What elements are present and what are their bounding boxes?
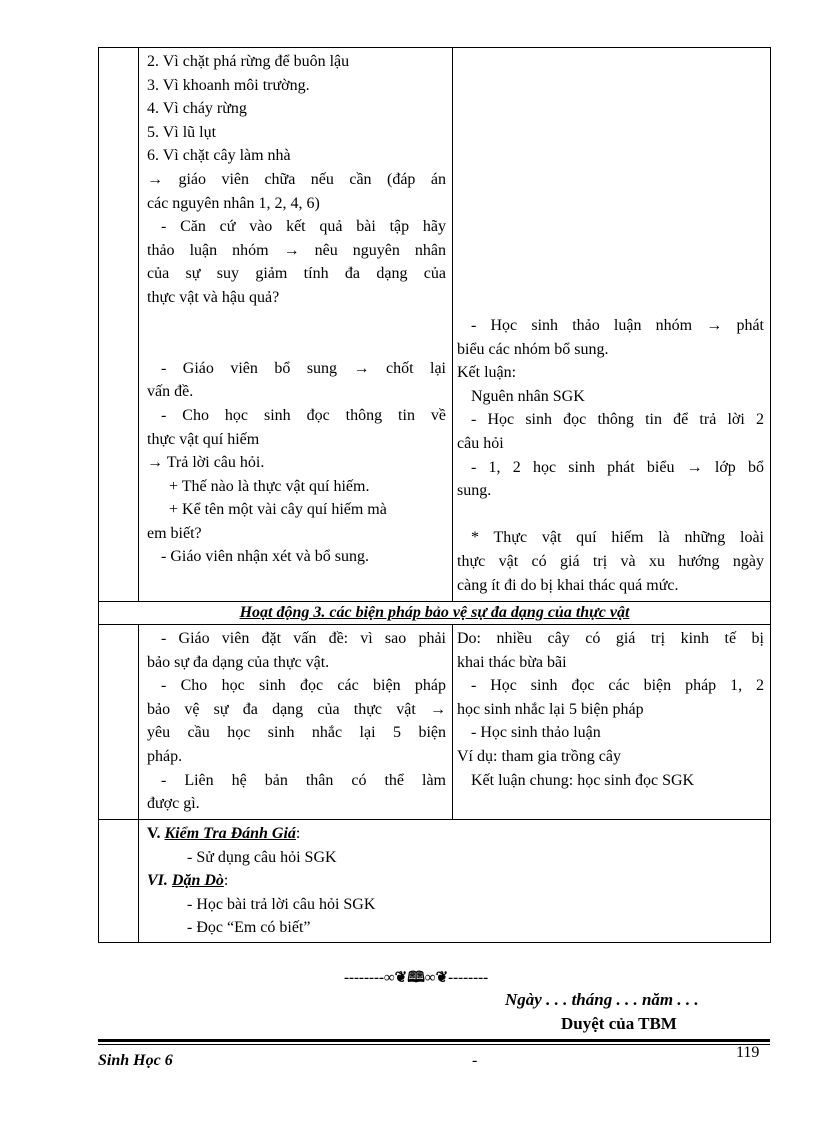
text-line: - Giáo viên bổ sung → chốt lại (161, 359, 446, 377)
text-line: thực vật quí hiếm (147, 430, 260, 448)
text-line: - Liên hệ bản thân có thể làm (161, 771, 446, 789)
section-title: Dặn Dò (171, 872, 224, 890)
text-line: + Kể tên một vài cây quí hiếm mà (169, 501, 387, 519)
spacer (147, 310, 446, 334)
footer-rule-thick (98, 1039, 770, 1042)
text-line: - Cho học sinh đọc thông tin về (161, 406, 446, 424)
student-activity-cell (453, 48, 771, 602)
text-line: sung. (457, 482, 492, 500)
text-line: - Cho học sinh đọc các biện pháp (161, 677, 446, 695)
text-line: - Học sinh thảo luận nhóm → phát (471, 317, 764, 334)
ornament-divider: --------∞❦🕮∞❦-------- (344, 970, 489, 986)
table-row (99, 602, 771, 625)
spacer (457, 503, 764, 527)
section-colon: : (295, 825, 301, 842)
footer-title: Sinh Học 6 (98, 1052, 173, 1069)
text-line: càng ít đi do bị khai thác quá mức. (457, 576, 679, 594)
text-line: của sự suy giảm tính đa dạng của (147, 265, 446, 283)
text-line: Kết luận chung: học sinh đọc SGK (471, 771, 695, 789)
activity-heading (99, 602, 771, 625)
table-row (99, 625, 771, 820)
list-item: - Đọc “Em có biết” (187, 919, 311, 937)
text-line: - Giáo viên đặt vấn đề: vì sao phải (161, 630, 446, 647)
list-item: 2. Vì chặt phá rừng để buôn lậu (147, 53, 350, 70)
teacher-activity-cell (139, 48, 453, 602)
list-item: - Học bài trả lời câu hỏi SGK (187, 895, 376, 913)
index-cell (99, 820, 139, 943)
text-line: thực vật có giá trị và xu hướng ngày (457, 552, 764, 570)
text-line: - Giáo viên nhận xét và bổ sung. (161, 548, 369, 566)
text-line: pháp. (147, 747, 183, 765)
lesson-table (98, 47, 771, 943)
teacher-activity-cell (139, 625, 453, 820)
section-title: Kiểm Tra Đánh Giá (164, 825, 296, 842)
list-item: 3. Vì khoanh môi trường. (147, 76, 310, 94)
list-item: 4. Vì cháy rừng (147, 100, 247, 118)
text-line: - Căn cứ vào kết quả bài tập hãy (161, 218, 446, 236)
text-line: vấn đề. (147, 383, 194, 401)
section-heading (147, 869, 764, 893)
page-number: 119 (736, 1044, 760, 1061)
text-line: yêu cầu học sinh nhắc lại 5 biện (147, 724, 446, 742)
approval-label: Duyệt của TBM (561, 1014, 677, 1033)
text-line: thực vật và hậu quả? (147, 288, 280, 306)
text-line: Nguên nhân SGK (471, 387, 585, 405)
text-line: - Học sinh đọc thông tin để trả lời 2 (471, 411, 764, 429)
spacer (457, 50, 764, 314)
text-line: - 1, 2 học sinh phát biểu → lớp bổ (471, 458, 764, 476)
section-number: VI. (147, 872, 168, 890)
index-cell (99, 625, 139, 820)
text-line: * Thực vật quí hiếm là những loài (471, 529, 764, 547)
text-line: bảo vệ sự đa dạng của thực vật → (147, 700, 446, 718)
student-activity-cell (453, 625, 771, 820)
text-line: em biết? (147, 524, 202, 542)
date-line: Ngày . . . tháng . . . năm . . . (505, 990, 699, 1009)
text-line: + Thế nào là thực vật quí hiếm. (169, 477, 370, 495)
text-line: học sinh nhắc lại 5 biện pháp (457, 700, 644, 718)
text-line: Kết luận: (457, 364, 517, 382)
section-number: V. (147, 825, 161, 842)
section-colon: : (223, 872, 229, 890)
list-item: - Sử dụng câu hỏi SGK (187, 848, 337, 866)
spacer (147, 333, 446, 357)
text-line: Ví dụ: tham gia trồng cây (457, 747, 621, 765)
list-item: 6. Vì chặt cây làm nhà (147, 147, 291, 165)
table-row (99, 48, 771, 602)
list-item: 5. Vì lũ lụt (147, 123, 217, 141)
index-cell (99, 48, 139, 602)
table-row (99, 820, 771, 943)
footer-dash: - (472, 1052, 478, 1069)
text-line: Do: nhiều cây có giá trị kinh tế bị (457, 630, 764, 647)
text-line: → Trả lời câu hỏi. (147, 454, 265, 472)
text-line: biểu các nhóm bổ sung. (457, 340, 609, 358)
text-line: thảo luận nhóm → nêu nguyên nhân (147, 241, 446, 259)
text-line: các nguyên nhân 1, 2, 4, 6) (147, 194, 320, 212)
summary-cell (139, 820, 771, 943)
text-line: câu hỏi (457, 434, 504, 452)
text-line: - Học sinh đọc các biện pháp 1, 2 (471, 677, 764, 695)
text-line: → giáo viên chữa nếu cần (đáp án (147, 170, 446, 188)
activity-title: Hoạt động 3. các biện pháp bảo vệ sự đa dạng của thực vật (239, 604, 630, 621)
text-line: khai thác bừa bãi (457, 653, 567, 671)
text-line: bảo sự đa dạng của thực vật. (147, 653, 330, 671)
text-line: được gì. (147, 795, 200, 813)
text-line: - Học sinh thảo luận (471, 724, 601, 742)
section-heading (147, 822, 764, 846)
footer-rule-thin (98, 1044, 770, 1045)
